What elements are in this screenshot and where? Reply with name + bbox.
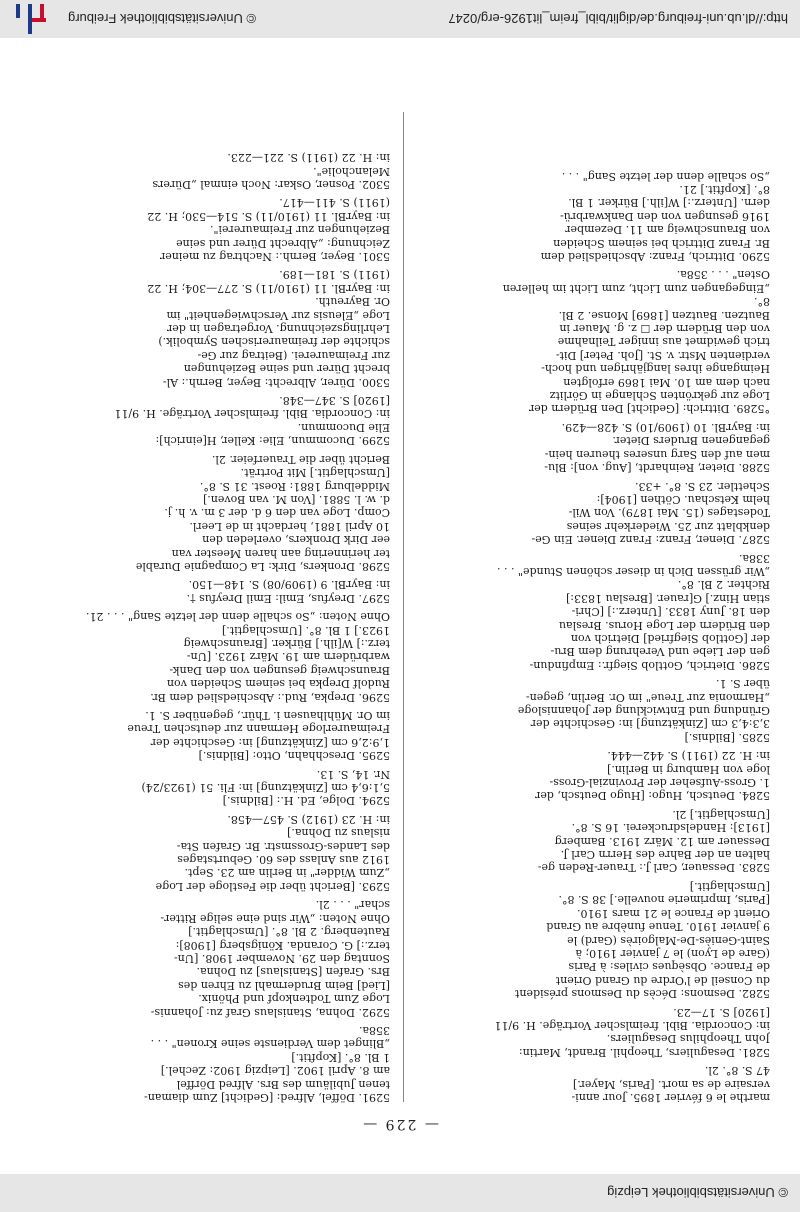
entry-line: [Paris, Imprimerie nouvelle.] 38 S. 8°. <box>558 893 770 907</box>
entry-line: Br. Franz Dittrich bei seinem Scheiden <box>553 236 770 250</box>
bibliography-entry <box>420 1064 770 1104</box>
entry-line: Schettler. 23 S. 8°. +33. <box>634 479 770 493</box>
entry-line: in: BayrBl. 10 (1909/10) S. 428—429. <box>561 420 770 434</box>
entry-line: in: Concordia. Bibl. freimlscher Vorträge. H. 9/11 <box>114 407 390 421</box>
entry-line: marthe le 6 février 1895. Jour anni- <box>571 1091 770 1104</box>
entry-line: 338a. <box>738 551 770 565</box>
entry-line: Richter. 2 Bl. 8°. <box>677 578 770 592</box>
entry-line: schichte der freimaurerischen Symbolik.) <box>158 335 390 349</box>
entry-line: 5293. [Bericht über die Festloge der Loge <box>155 879 390 893</box>
entry-line: am 8. April 1902. [Leipzig 1902: Zechel.] <box>160 1064 390 1078</box>
entry-line: in: H. 22 (1911) S. 442—444. <box>607 749 770 763</box>
entry-line: „Zum Widder" in Berlin am 23. Sept. <box>184 866 390 880</box>
entry-line: 5296. Drepka, Rud.: Abschiedslied dem Br. <box>150 690 390 704</box>
entry-line: „So schalle denn der letzte Sang" . . . <box>561 169 770 183</box>
bibliography-entry <box>420 1005 770 1059</box>
entry-line: men auf den Sarg unseres theuren hein- <box>544 447 770 461</box>
entry-line: 5286. Dietrich, Gottlob Siegfr.: Empfindun- <box>529 658 770 672</box>
library-logo-icon <box>8 4 52 34</box>
entry-line: Gründung und Entwicklung der Johannisloge <box>517 704 770 718</box>
entry-line: 5301. Beyer, Bernh.: Nachtrag zu meiner <box>160 250 390 264</box>
bibliography-entry <box>420 749 770 803</box>
url-bar <box>0 0 800 38</box>
entry-line: „Wir grüssen Dich in dieser schönen Stunde" . . . <box>496 564 770 578</box>
entry-line: 47 S. 8°. 2l. <box>704 1064 770 1078</box>
entry-line: 1916 gesungen von den Dankwarbrü- <box>560 209 770 223</box>
entry-line: Loge zur gekrönten Schlange in Görlitz <box>549 389 770 403</box>
entry-line: Rudolf Drepka bei seinem Scheiden von <box>166 677 390 691</box>
bibliography-entry <box>420 479 770 546</box>
entry-line: 5302. Posner, Oskar: Noch einmal „Dürers <box>152 178 390 191</box>
entry-line: Todestages (15. Mai 1879). Von Wil- <box>568 506 770 520</box>
entry-line: halten an der Bahre des Herrn Carl J. <box>560 848 770 862</box>
entry-line: 5294. Dolge, Ed. H.: [Bildnis.] <box>222 794 390 808</box>
right-column <box>40 104 390 1104</box>
bibliography-entry <box>420 880 770 1001</box>
page-url[interactable]: http://dl.ub.uni-freiburg.de/diglit/bibl_freim_lit1926-erg/0247 <box>448 11 788 27</box>
watermark-top: © Universitätsbibliothek Leipzig <box>607 1185 788 1201</box>
page-number: — 229 — <box>361 1116 439 1132</box>
entry-line: Braunschweig gesungen von den Dank- <box>169 663 390 677</box>
entry-line: von Braunschweig am 11. Dezember <box>565 223 770 237</box>
entry-line: versaire de sa mort. [Paris, Mayer.] <box>573 1077 770 1091</box>
bibliography-entry <box>420 807 770 874</box>
entry-line: Saint-Geniès-De-Malgoirès (Gard) le <box>567 933 770 947</box>
entry-line: 5287. Diener, Franz: Franz Diener. Ein Ge- <box>531 533 770 547</box>
entry-line: brecht Dürer und seine Beziehungen <box>183 362 390 376</box>
entry-line: gen der Liebe und Verehrung dem Bru- <box>550 645 770 659</box>
entry-line: 5292. Dohna, Stanislaus Graf zu: Johannis- <box>150 1005 390 1019</box>
entry-line: 5298. Dronkers, Dirk: La Compagnie Durable <box>135 559 390 573</box>
entry-line: in: H. 22 (1911) S. 221—223. <box>227 151 390 165</box>
entry-line: John Theophilus Desaguliers. <box>606 1032 770 1046</box>
left-column <box>420 104 770 1104</box>
entry-line: 5299. Ducommun, Elie: Keller, H[einrich]: <box>155 434 390 448</box>
entry-line: 8°. <box>754 295 770 309</box>
entry-line: 5288. Dieter, Reinhardt, [Aug. von]: Blu- <box>544 461 770 475</box>
bibliography-entry <box>40 452 390 573</box>
entry-line: 5281. Desaguliers, Theophil. Brandt, Martin: <box>518 1045 770 1059</box>
entry-line: „Blinget dem Verdienste seine Kronen" . . . <box>150 1037 390 1051</box>
entry-line: Beziehungen zur Freimaurerei". <box>209 223 390 237</box>
column-divider <box>403 112 404 1102</box>
entry-line: denkblatt zur 25. Wiederkehr seines <box>566 519 770 533</box>
entry-line: 5,1:6,4 cm [Zinkätzung] in: Fli. 51 (1923/24) <box>141 781 390 795</box>
bibliography-entry <box>40 610 390 704</box>
bibliography-entry <box>40 767 390 807</box>
entry-line: [Umschlagtit.] Mit Porträt. <box>240 466 390 480</box>
entry-line: Melancholie". <box>313 164 390 178</box>
entry-line: Brs. Grafen [Stanislaus] zu Dohna. <box>196 965 390 979</box>
bibliography-entry <box>420 551 770 672</box>
entry-line: Ohne Noten: „Wir sind eine selige Ritter- <box>160 911 390 925</box>
top-watermark-bar <box>0 1174 800 1212</box>
entry-line: 5290. Dittrich, Franz: Abschiedslied dem <box>540 250 770 264</box>
entry-line: du Conseil de l'Ordre du Grand Orient <box>555 973 770 987</box>
entry-line: helm Ketschau. Cöthen [1904]: <box>596 492 770 506</box>
document-page <box>30 82 770 1132</box>
entry-line: 1. Gross-Aufseher der Provinzial-Gross- <box>549 776 770 790</box>
entry-line: Rautenberg. 2 Bl. 8°. [Umschlagtit.] <box>188 925 390 939</box>
entry-line: °5289. Dittrich: [Gedicht] Den Brüdern der <box>528 402 770 416</box>
entry-line: der [Gottlob Siegfried] Dietrich von <box>570 632 770 645</box>
entry-line: den 18. Juny 1833. [Unterz.:] [Chri- <box>571 605 770 619</box>
bibliography-entry <box>40 812 390 892</box>
bibliography-entry <box>420 268 770 415</box>
entry-line: d. w. l. 5881. [Von M. van Boven.] <box>203 492 390 506</box>
entry-line: Zeichnung: „Albrecht Dürer und seine <box>176 236 390 250</box>
entry-line: über S. 1. <box>715 677 770 691</box>
entry-line: 1923.] 1 Bl. 8°. [Umschlagtit.] <box>221 623 390 637</box>
entry-line: Bericht über die Trauerfeier. 2l. <box>211 452 390 466</box>
entry-line: (1911) S. 411—417. <box>279 196 390 210</box>
bibliography-entry <box>40 151 390 191</box>
bibliography-entry <box>420 169 770 263</box>
entry-line: 3,3:4,3 cm [Zinkätzung] in: Geschichte der <box>530 717 770 731</box>
entry-line: 8°. [Kopftit.] 21. <box>679 183 770 196</box>
entry-line: 5282. Desmons: Décès du Desmons président <box>515 987 770 1001</box>
entry-line: nach dem am 10. Mai 1869 erfolgten <box>563 375 770 389</box>
entry-line: Heimgange ihres langjährigen und hoch- <box>541 362 770 376</box>
entry-line: Or. Bayreuth. <box>315 295 390 309</box>
entry-line: 5285. [Bildnis.] <box>684 730 770 744</box>
entry-line: in: H. 23 (1912) S. 457—458. <box>227 812 390 826</box>
entry-line: in: Concordia. Bibl. freimlscher Vorträge. H. 9/11 <box>494 1018 770 1032</box>
entry-line: Loge „Eleusis zur Verschwiegenheit" im <box>166 308 390 322</box>
watermark-freiburg: © Universitätsbibliothek Freiburg <box>68 11 257 27</box>
bibliography-entry <box>40 196 390 263</box>
entry-line: „Harmonia zur Treue" im Or. Berlin, gegen- <box>525 690 770 704</box>
entry-line: Elie Ducommun. <box>297 420 390 434</box>
entry-line: [Lied] Beim Brudermahl zu Ehren des <box>178 978 390 992</box>
entry-line: gegangenen Bruders Dieter. <box>612 434 770 448</box>
entry-line: [1920] S. 17—23. <box>673 1005 770 1019</box>
entry-line: von den Brüdern der ☐ z. g. Mauer in <box>559 322 770 336</box>
entry-line: Lehrlingszeichnung. Vorgetragen in der <box>167 322 390 336</box>
entry-line: verdienten Mstr. v. St. [Joh. Peter] Dit- <box>555 348 770 362</box>
entry-line: (Gare de Lyon) le 7 janvier 1910; à <box>575 946 770 960</box>
entry-line: 1,9:2,6 cm [Zinkätzung] in: Geschichte der <box>150 735 390 749</box>
entry-line: 5300. Dürer, Albrecht: Beyer, Bernh.: Al- <box>162 375 390 389</box>
entry-line: des Landes-Grossmstr. Br. Grafen Sta- <box>176 839 390 853</box>
entry-line: 9 janvier 1910. Tenue funèbre au Grand <box>546 920 770 934</box>
bibliography-entry <box>420 421 770 475</box>
entry-line: Freimaurerloge Hermann zur deutschen Treue <box>127 722 390 736</box>
entry-line: 5297. Dreyfus, Emil: Emil Dreyfus †. <box>186 591 390 605</box>
entry-line: den Brüdern der Loge Horus. Breslau <box>558 618 770 632</box>
entry-line: 1912 aus Anlass des 60. Geburtstages <box>177 853 390 867</box>
entry-line: Middelburg 1881: Roest. 31 S. 8°. <box>199 479 390 493</box>
entry-line: ter herinnering aan haren Meester van <box>171 546 390 560</box>
entry-line: Dessauer am 12. März 1913. Bamberg <box>554 834 770 848</box>
entry-line: de France. Obsèques civiles: à Paris <box>568 960 770 974</box>
entry-line: [Umschlagtit.] 2l. <box>672 807 770 821</box>
entry-line: im Or. Mühlhausen i. Thür., gegenüber S. 1. <box>145 709 390 723</box>
entry-line: Loge Zum Todtenkopf und Phönix. <box>198 992 390 1006</box>
entry-line: [Umschlagtit.] <box>689 879 770 893</box>
entry-line: nislaus zu Dohna.] <box>287 826 390 840</box>
entry-line: dern. [Unterz.:] W[ilh.] Bürker. 1 Bl. <box>568 196 770 210</box>
bibliography-entry <box>40 1024 390 1104</box>
entry-line: zur Freimaurerei. (Beitrag zur Ge- <box>197 348 390 362</box>
entry-line: schar" . . . 2l. <box>315 898 390 912</box>
entry-line: 10 April 1881, herdacht in de Leerl. <box>189 519 390 533</box>
entry-line: 358a. <box>358 1023 390 1037</box>
bibliography-entry <box>40 394 390 448</box>
entry-line: Bautzen. Bautzen [1869] Monse. 2 Bl. <box>558 308 770 322</box>
entry-line: stian Hinz.] G[rauer. [Breslau 1833:] <box>566 591 770 605</box>
bibliography-entry <box>40 268 390 389</box>
entry-line: in: BayrBl. 11 (1910/11) S. 514—530; H. 22 <box>147 209 390 223</box>
entry-line: in: BayrBl. 9 (1909/08) S. 148—150. <box>188 578 390 592</box>
bibliography-entry <box>40 578 390 605</box>
entry-line: trich gewidmet aus inniger Teilnahme <box>557 335 770 349</box>
entry-line: warbrüdern am 19. März 1923. [Un- <box>186 650 390 664</box>
entry-line: tenen Jubiläum des Brs. Alfred Dörffel <box>176 1077 390 1091</box>
entry-line: 5284. Deutsch, Hugo: [Hugo Deutsch, der <box>535 789 770 803</box>
bibliography-entry <box>420 677 770 744</box>
entry-line: terz.:] G. Coranda. Königsberg [1908]: <box>175 938 390 952</box>
entry-line: Sonntag den 29. November 1908. [Un- <box>173 951 390 965</box>
entry-line: Comp. Loge van den 6 d. der 3 m. v. h. j. <box>164 506 390 520</box>
entry-line: 1 Bl. 8°. [Kopftit.] <box>291 1050 390 1064</box>
entry-line: 5283. Dessauer, Carl J.: Trauer-Reden ge- <box>537 861 770 875</box>
entry-line: Nr. 14, S. 13. <box>316 767 390 781</box>
entry-line: [1913]: Handelsdruckerei. 16 S. 8°. <box>571 821 770 835</box>
bibliography-entry <box>40 898 390 1019</box>
entry-line: Ohne Noten: „So schalle denn der letzte Sang" . . . 21. <box>86 610 390 624</box>
entry-line: [1920] S. 347—348. <box>279 394 390 408</box>
entry-line: 5291. Döffel, Alfred: [Gedicht] Zum diaman- <box>144 1091 390 1104</box>
bibliography-entry <box>40 709 390 763</box>
entry-line: loge von Hamburg in Berlin.] <box>607 762 770 776</box>
entry-line: eer Dirk Dronkers, overleden den <box>202 533 390 547</box>
entry-line: Orient de France le 21 mars 1910. <box>577 906 770 920</box>
entry-line: Osten" . . . 358a. <box>676 268 770 282</box>
entry-line: in: BayrBl. 11 (1910/11) S. 277—304; H. 22 <box>147 281 390 295</box>
entry-line: terz.:] W[ilh.] Bürker. [Braunschweig <box>183 637 390 650</box>
entry-line: „Eingegangen zum Licht, zum Licht im helleren <box>502 281 770 295</box>
entry-line: (1911) S. 181—189. <box>279 268 390 282</box>
entry-line: 5295. Dreschhahn, Otto: [Bildnis.] <box>198 749 390 763</box>
